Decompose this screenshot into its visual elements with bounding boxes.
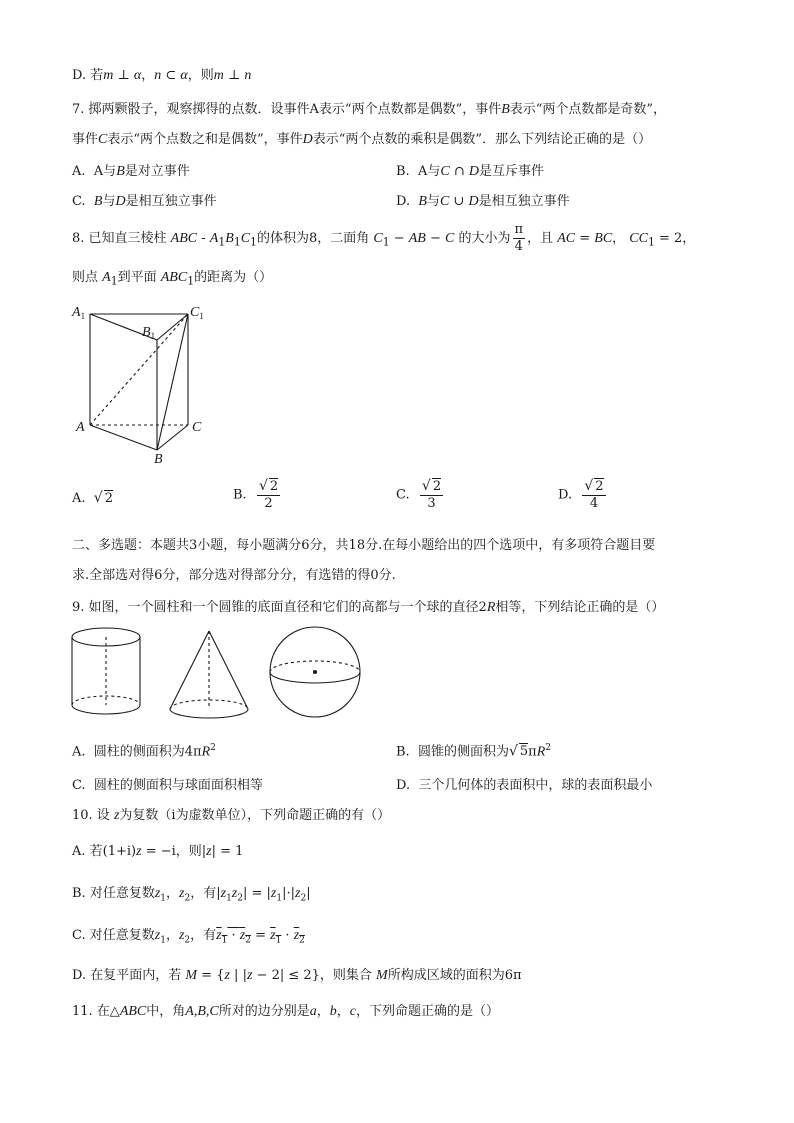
label-c: C — [192, 420, 202, 435]
section2-line1: 二、多选题：本题共3小题，每小题满分6分，共18分.在每小题给出的四个选项中，有多项符合题目要 — [72, 538, 656, 553]
q7-stem-line2: 事件C表示“两个点数之和是偶数”，事件D表示“两个点数的乘积是偶数”．那么下列结论正确的是（） — [72, 132, 652, 147]
svg-text:C1: $C_1$ — [190, 305, 204, 321]
q8-stem-line2: 则点 $A_1$到平面 $ABC_1$的距离为（） — [72, 270, 273, 288]
q9-option-c[interactable]: C. 圆柱的侧面积与球面面积相等 — [72, 778, 263, 793]
label-b1: B — [142, 325, 151, 340]
label-a1: A — [72, 305, 81, 320]
q7-option-b[interactable]: B. A与C ∩ D是互斥事件 — [396, 164, 544, 179]
q9-option-d[interactable]: D. 三个几何体的表面积中，球的表面积最小 — [396, 778, 653, 793]
q10-option-a[interactable]: A. 若(1+i)z = −i，则|z| = 1 — [72, 844, 244, 859]
q6-option-d: D. 若m ⊥ α，n ⊂ α，则m ⊥ n — [72, 68, 252, 83]
solids-figure — [72, 625, 372, 725]
q8-option-b[interactable]: B. $\frac{√ 2}{2}$ — [233, 478, 279, 511]
label-a: A — [76, 420, 85, 435]
svg-text:A1: $A_1$ — [72, 305, 86, 321]
q8-stem-line1: 8. 已知直三棱柱 ABC - $A_1B_1C_1$的体积为8，二面角 $C_1$ − AB − C 的大小为 $\frac{\pi}{4}$ ，且 AC = BC， $CC_1 = 2$， — [72, 222, 696, 254]
q10-option-d[interactable]: D. 在复平面内，若 M = {z | |z − 2| ≤ 2}，则集合 M所构成区域的面积为6π — [72, 968, 522, 983]
label-c1: C — [190, 305, 200, 320]
q9-option-b[interactable]: B. 圆锥的侧面积为√ $5\pi R^2$ — [396, 743, 551, 760]
q9-option-a[interactable]: A. 圆柱的侧面积为$4\pi R^2$ — [72, 743, 216, 760]
q8-option-a[interactable]: A. √ 2 — [72, 490, 113, 506]
label-b: B — [154, 452, 163, 467]
q10-option-b[interactable]: B. 对任意复数$z_1$，$z_2$，有$|z_1z_2| = |z_1|\cdot|z_2|$ — [72, 886, 311, 904]
q7-option-a[interactable]: A. A与B是对立事件 — [72, 164, 190, 179]
q8-option-c[interactable]: C. $\frac{√ 2}{3}$ — [396, 478, 442, 511]
q7-option-c[interactable]: C. B与D是相互独立事件 — [72, 194, 217, 209]
q10-stem: 10. 设 z为复数（i为虚数单位），下列命题正确的有（） — [72, 808, 391, 823]
q7-stem-line1: 7. 掷两颗骰子，观察掷得的点数．设事件A表示“两个点数都是偶数”，事件B表示“两个点数都是奇数”， — [72, 102, 667, 117]
prism-figure — [72, 300, 212, 467]
q9-stem: 9. 如图，一个圆柱和一个圆锥的底面直径和它们的高都与一个球的直径2R相等，下列结论正确的是（） — [72, 600, 665, 615]
q8-option-d[interactable]: D. $\frac{√ 2}{4}$ — [558, 478, 604, 511]
q7-option-d[interactable]: D. B与C ∪ D是相互独立事件 — [396, 194, 570, 209]
svg-text:B1: $B_1$ — [142, 325, 156, 341]
section2-line2: 求.全部选对得6分，部分选对得部分分，有选错的得0分. — [72, 568, 396, 583]
q10-option-c[interactable]: C. 对任意复数$z_1$，$z_2$，有$z_1 \cdot z_2 = z_1 \cdot z_2$ — [72, 928, 305, 946]
q11-stem: 11. 在△ABC中，角A,B,C所对的边分别是a，b，c，下列命题正确的是（） — [72, 1004, 500, 1019]
